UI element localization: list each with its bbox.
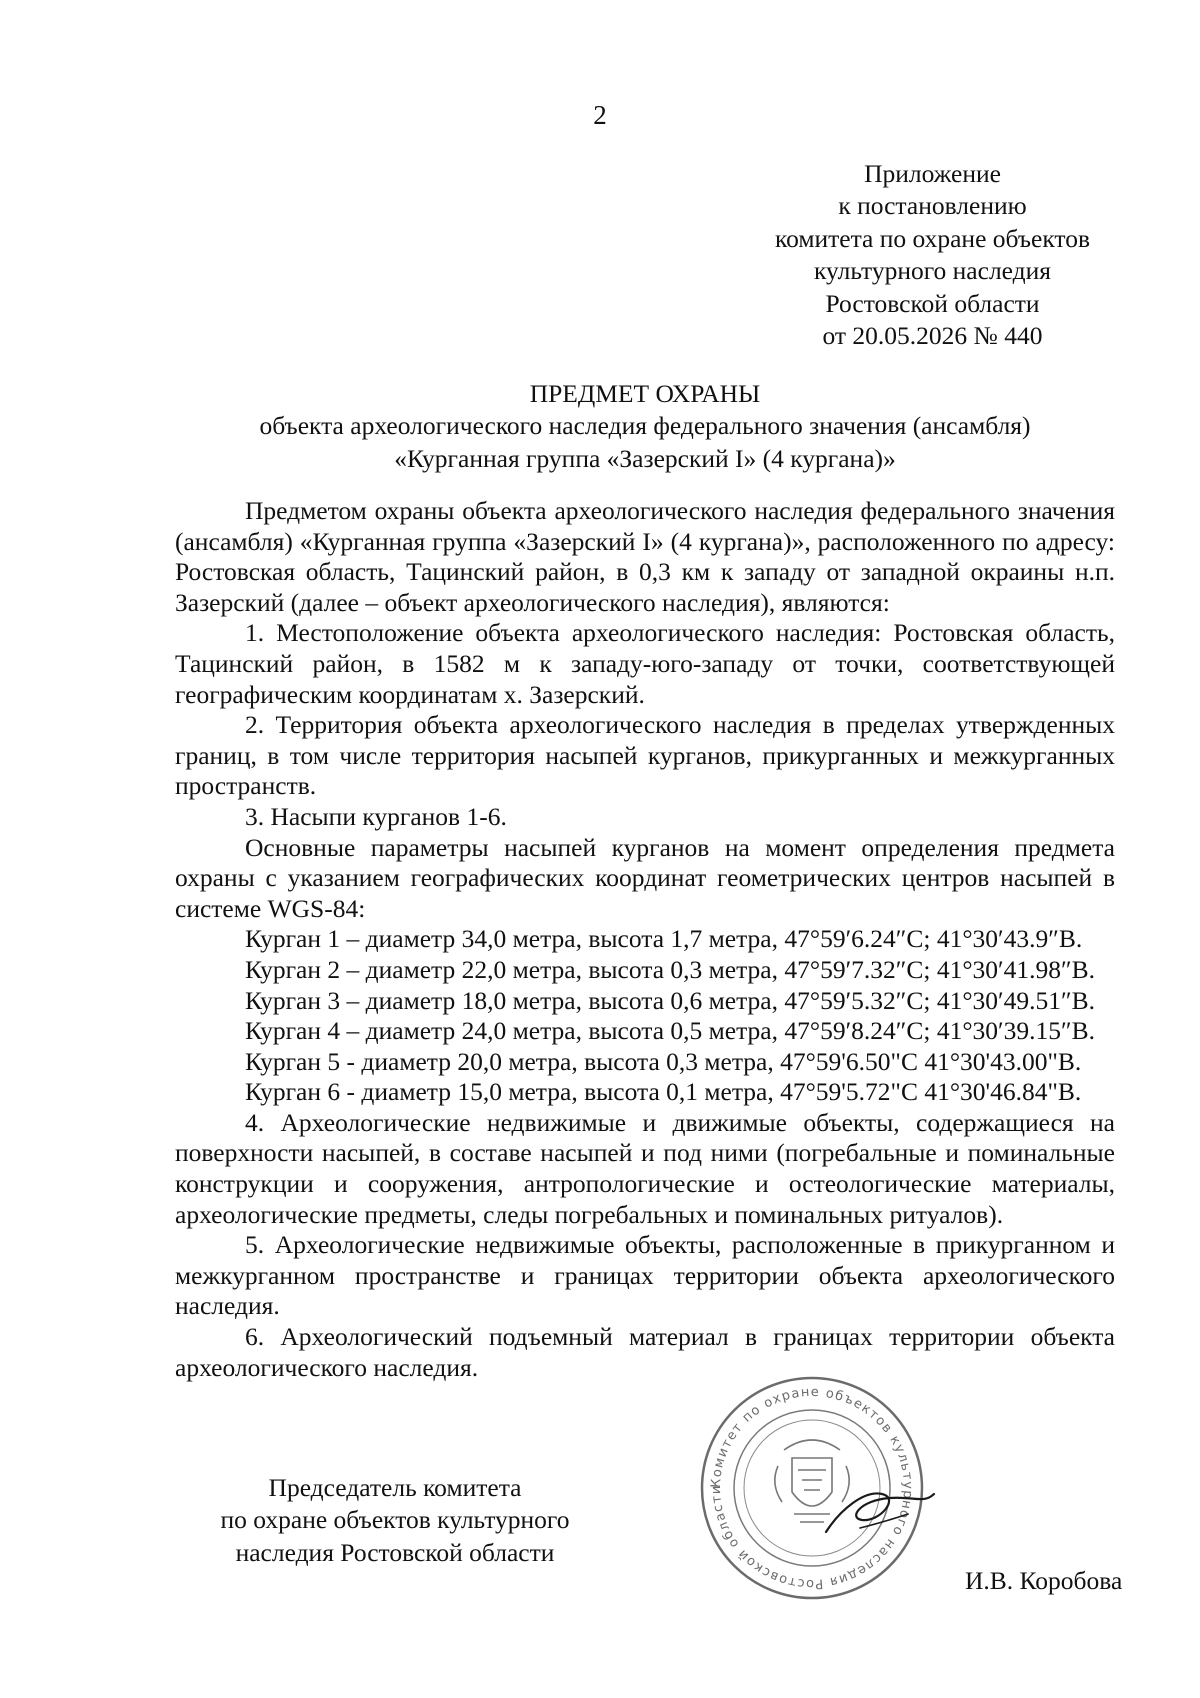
signer-title: Председатель комитета	[268, 1473, 522, 1502]
appendix-line: от 20.05.2026 № 440	[822, 321, 1043, 351]
signer-title: по охране объектов культурного	[220, 1505, 570, 1535]
item-5: 5. Археологические недвижимые объекты, расположенные в прикурганном и межкурганном пространстве и границах территории объекта археологического наследия.	[175, 1230, 1115, 1321]
signature-block	[175, 1472, 615, 1569]
document-subtitle: объекта археологического наследия федерального значения (ансамбля)	[259, 411, 1031, 441]
seal-text: Комитет по охране объектов культурного наследия Ростовской области	[708, 1384, 916, 1592]
kurgan-row: Курган 3 – диаметр 18,0 метра, высота 0,6 метра, 47°59′5.32″С; 41°30′49.51″В.	[245, 985, 1096, 1015]
item-3: 3. Насыпи курганов 1-6.	[245, 801, 507, 831]
document-body	[175, 496, 1115, 1383]
appendix-line: Ростовской области	[825, 288, 1040, 318]
appendix-line: культурного наследия	[813, 256, 1052, 286]
signer-title: наследия Ростовской области	[235, 1537, 555, 1567]
document-title: ПРЕДМЕТ ОХРАНЫ	[529, 379, 761, 408]
signer-name: И.В. Коробова	[965, 1566, 1123, 1595]
kurgan-row: Курган 2 – диаметр 22,0 метра, высота 0,3 метра, 47°59′7.32″С; 41°30′41.98″В.	[245, 954, 1096, 984]
kurgan-row: Курган 5 - диаметр 20,0 метра, высота 0,3 метра, 47°59'6.50"С 41°30'43.00"В.	[245, 1046, 1082, 1076]
item-2: 2. Территория объекта археологического наследия в пределах утвержденных границ, в том числе территория насыпей курганов, прикурганных и межкурганных пространств.	[175, 710, 1115, 801]
page-number: 2	[593, 100, 607, 130]
intro-paragraph: Предметом охраны объекта археологического наследия федерального значения (ансамбля) «Курганная группа «Зазерский I» (4 кургана)», расположенного по адресу: Ростовская область, Тацинский район, в 0,3 км к западу от западной окраины н.п. Зазерский (далее – объект археологического наследия), являются:	[175, 496, 1115, 617]
item-4: 4. Археологические недвижимые и движимые объекты, содержащиеся на поверхности насыпей, в составе насыпей и под ними (погребальные и поминальные конструкции и сооружения, антропологические и остеологические материалы, археологические предметы, следы погребальных и поминальных ритуалов).	[175, 1107, 1115, 1229]
kurgan-row: Курган 1 – диаметр 34,0 метра, высота 1,7 метра, 47°59′6.24″С; 41°30′43.9″В.	[245, 924, 1083, 954]
item-6: 6. Археологический подъемный материал в границах территории объекта археологического наследия.	[175, 1322, 1115, 1382]
appendix-line: комитета по охране объектов	[774, 223, 1091, 253]
appendix-line: Приложение	[864, 159, 1001, 188]
item-1: 1. Местоположение объекта археологического наследия: Ростовская область, Тацинский район, в 1582 м к западу-юго-западу от точки, соответствующей географическим координатам х. Зазерский.	[175, 618, 1115, 709]
document-subtitle: «Курганная группа «Зазерский I» (4 кургана)»	[394, 443, 896, 473]
params-paragraph: Основные параметры насыпей курганов на момент определения предмета охраны с указанием географических координат геометрических центров насыпей в системе WGS-84:	[175, 832, 1115, 923]
kurgan-row: Курган 4 – диаметр 24,0 метра, высота 0,5 метра, 47°59′8.24″С; 41°30′39.15″В.	[245, 1016, 1096, 1046]
kurgan-row: Курган 6 - диаметр 15,0 метра, высота 0,1 метра, 47°59'5.72"С 41°30'46.84"В.	[245, 1077, 1082, 1107]
handwritten-signature-icon	[820, 1470, 940, 1550]
appendix-line: к постановлению	[838, 191, 1027, 221]
document-heading	[175, 378, 1115, 475]
appendix-block	[720, 158, 1145, 352]
